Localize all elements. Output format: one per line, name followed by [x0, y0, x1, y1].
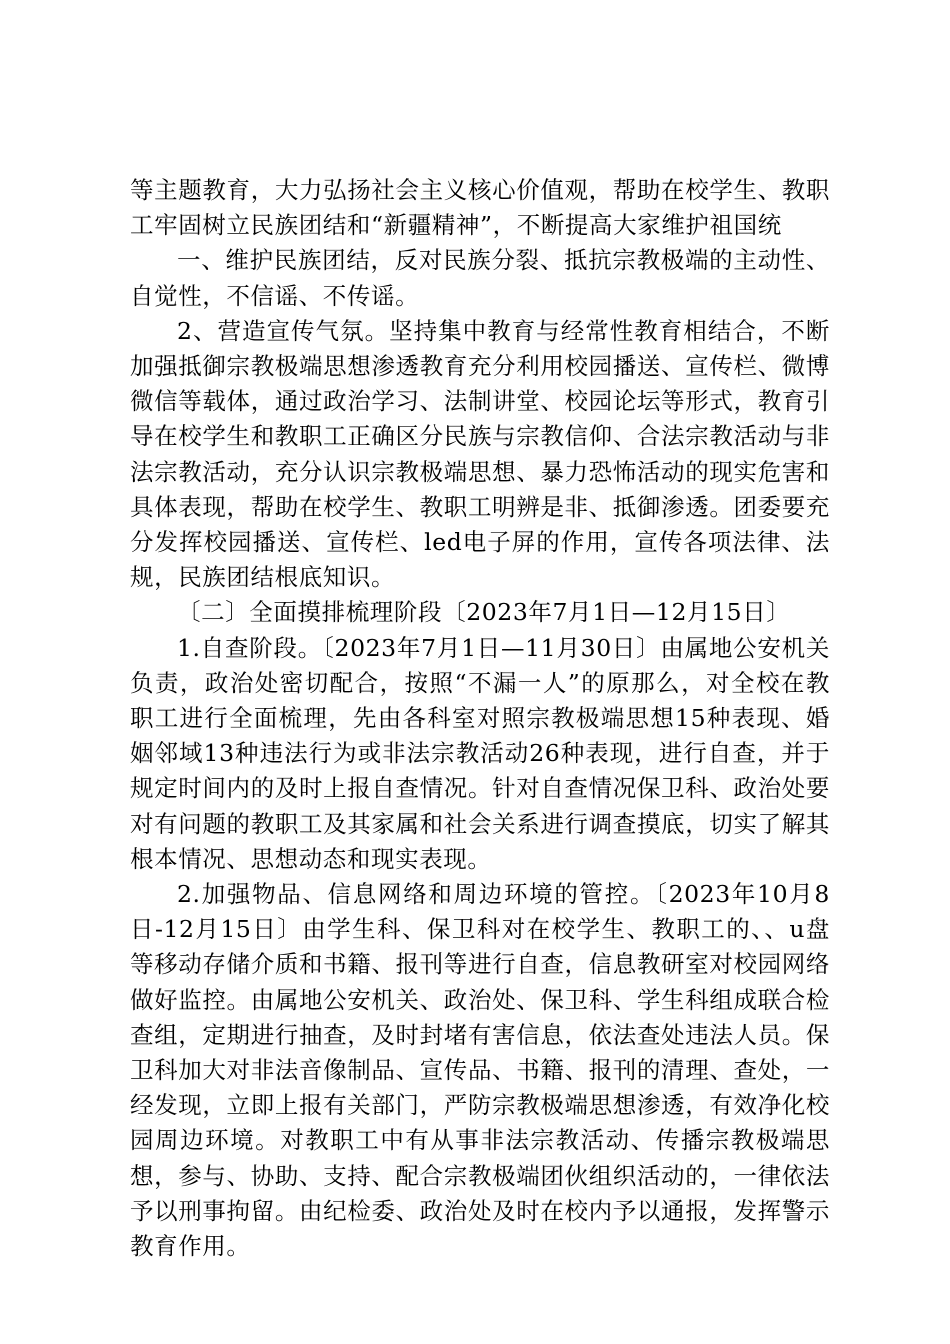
paragraph-section-heading: 〔二〕全面摸排梳理阶段〔2023年7月1日—12月15日〕: [177, 598, 791, 627]
paragraph-self-check: 1.自查阶段。〔2023年7月1日—11月30日〕由属地公安机关负责，政治处密切配合，按照“不漏一人”的原那么，对全校在教职工进行全面梳理，先由各科室对照宗教极端思想15种表现、婚姻邻域13种违法行为或非法宗教活动26种表现，进行自查，并于规定时间内的及时上报自查情况。针对自查情况保卫科、政治处要对有问题的教职工及其家属和社会关系进行调查摸底，切实了解其根本情况、思想动态和现实表现。: [130, 633, 830, 873]
paragraph-ethnic-unity: 一、维护民族团结，反对民族分裂、抵抗宗教极端的主动性、自觉性，不信谣、不传谣。: [130, 246, 830, 310]
document-body: [130, 173, 830, 1264]
paragraph-propaganda: 2、营造宣传气氛。坚持集中教育与经常性教育相结合，不断加强抵御宗教极端思想渗透教育充分利用校园播送、宣传栏、微博微信等载体，通过政治学习、法制讲堂、校园论坛等形式，教育引导在校学生和教职工正确区分民族与宗教信仰、合法宗教活动与非法宗教活动，充分认识宗教极端思想、暴力恐怖活动的现实危害和具体表现，帮助在校学生、教职工明辨是非、抵御渗透。团委要充分发挥校园播送、宣传栏、led电子屏的作用，宣传各项法律、法规，民族团结根底知识。: [130, 316, 830, 592]
paragraph-continuation: 等主题教育，大力弘扬社会主义核心价值观，帮助在校学生、教职工牢固树立民族团结和“新疆精神”，不断提高大家维护祖国统: [130, 176, 830, 240]
paragraph-control: 2.加强物品、信息网络和周边环境的管控。〔2023年10月8日-12月15日〕由学生科、保卫科对在校学生、教职工的、、u盘等移动存储介质和书籍、报刊等进行自查，信息教研室对校园网络做好监控。由属地公安机关、政治处、保卫科、学生科组成联合检查组，定期进行抽查，及时封堵有害信息，依法查处违法人员。保卫科加大对非法音像制品、宣传品、书籍、报刊的清理、查处，一经发现，立即上报有关部门，严防宗教极端思想渗透，有效净化校园周边环境。对教职工中有从事非法宗教活动、传播宗教极端思想，参与、协助、支持、配合宗教极端团伙组织活动的，一律依法予以刑事拘留。由纪检委、政治处及时在校内予以通报，发挥警示教育作用。: [130, 880, 830, 1261]
